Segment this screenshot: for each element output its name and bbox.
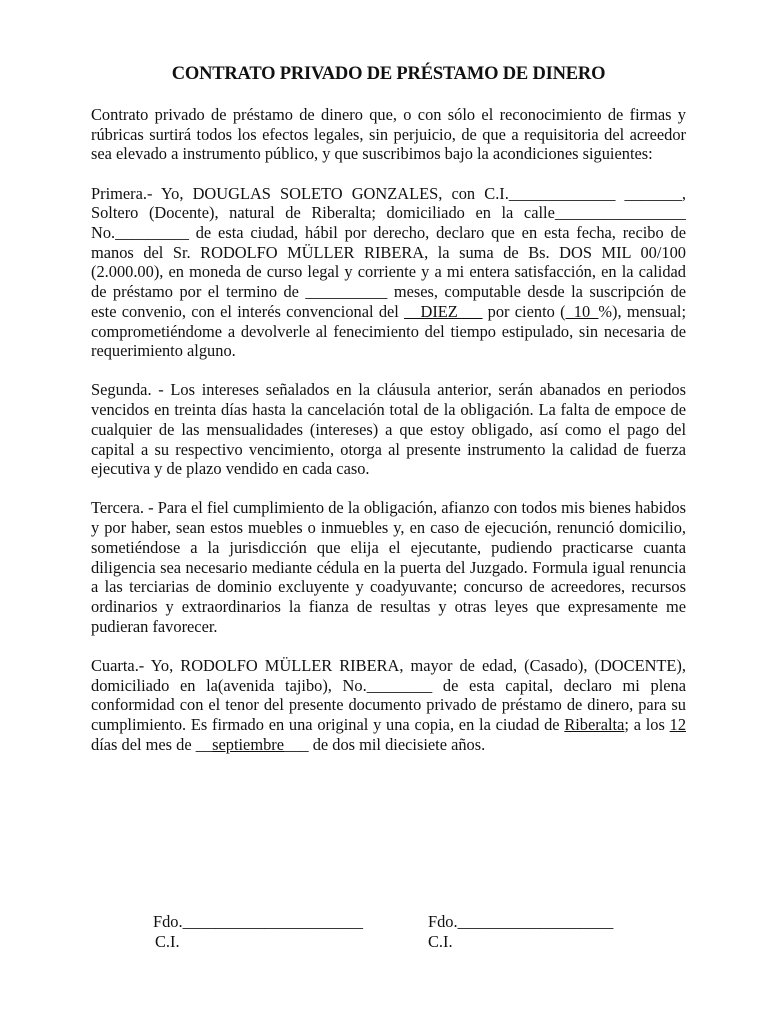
intro-paragraph: Contrato privado de préstamo de dinero que, o con sólo el reconocimiento de firmas y rúbricas surtirá todos los efectos legales, sin perjuicio, de que a requisitoria del acreedor sea elevado a instrumento público, y que suscribimos bajo la acondiciones siguientes: [91,105,686,164]
clause-cuarta [91,656,686,755]
signing-month: septiembre [212,734,285,754]
cuarta-text-end: ___ de dos mil diecisiete años. [284,734,486,754]
interest-rate-number: _10_ [565,301,599,321]
document-title: CONTRATO PRIVADO DE PRÉSTAMO DE DINERO [171,64,606,84]
contract-page [91,62,686,774]
signing-city: Riberalta [564,714,625,734]
primera-text-between: por ciento ( [482,301,566,321]
cuarta-text-main: Cuarta.- Yo, RODOLFO MÜLLER RIBERA, mayor de edad, (Casado), (DOCENTE), domiciliado en la(avenida tajibo), No.________ de esta capital, declaro mi plena conformidad con el tenor del presente documento privado de préstamo de dinero, para su cumplimiento. Es firmado en una original y una copia, en la ciudad de [91,655,686,734]
ci-label-left: C.I. [155,931,180,951]
primera-text-end: %), mensual; comprometiéndome a devolverle al fenecimiento del tiempo estipulado, sin necesaria de requerimiento alguno. [91,301,686,361]
cuarta-text-day-prefix: ; a los [624,714,670,734]
clause-segunda: Segunda. - Los intereses señalados en la cláusula anterior, serán abanados en periodos vencidos en treinta días hasta la cancelación total de la obligación. La falta de empoce de cualquier de las mensualidades (intereses) a que estoy obligado, así como el pago del capital a su respectivo vencimiento, otorga al presente instrumento la calidad de fuerza ejecutiva y de plazo vendido en cada caso. [91,380,686,479]
signature-line-right: Fdo.___________________ [428,912,614,931]
clause-primera [91,184,686,361]
signature-line-left: Fdo.______________________ [153,912,363,931]
ci-label-right: C.I. [428,931,453,951]
signing-day: 12 [669,714,687,734]
cuarta-text-month-prefix: días del mes de __ [91,734,213,754]
signature-block-left [153,912,363,951]
interest-rate-words: __DIEZ___ [404,301,483,321]
primera-text-main: Primera.- Yo, DOUGLAS SOLETO GONZALES, con C.I._____________ _______, Soltero (Docente), natural de Riberalta; domiciliado en la calle________________ No._________ de esta ciudad, hábil por derecho, declaro que en esta fecha, recibo de manos del Sr. RODOLFO MÜLLER RIBERA, la suma de Bs. DOS MIL 00/100 (2.000.00), en moneda de curso legal y corriente y a mi entera satisfacción, en la calidad de préstamo por el termino de __________ meses, computable desde la suscripción de este convenio, con el interés convencional del [91,183,686,321]
clause-tercera: Tercera. - Para el fiel cumplimiento de la obligación, afianzo con todos mis bienes habidos y por haber, sean estos muebles o inmuebles y, en caso de ejecución, renunció domicilio, sometiéndose a la jurisdicción que elija el ejecutante, pudiendo practicarse cuanta diligencia sea necesario mediante cédula en la puerta del Juzgado. Formula igual renuncia a las terciarias de dominio excluyente y coadyuvante; concurso de acreedores, recursos ordinarios y extraordinarios la fianza de resultas y otras leyes que expresamente me pudieran favorecer. [91,498,686,636]
signature-block-right [428,912,613,951]
